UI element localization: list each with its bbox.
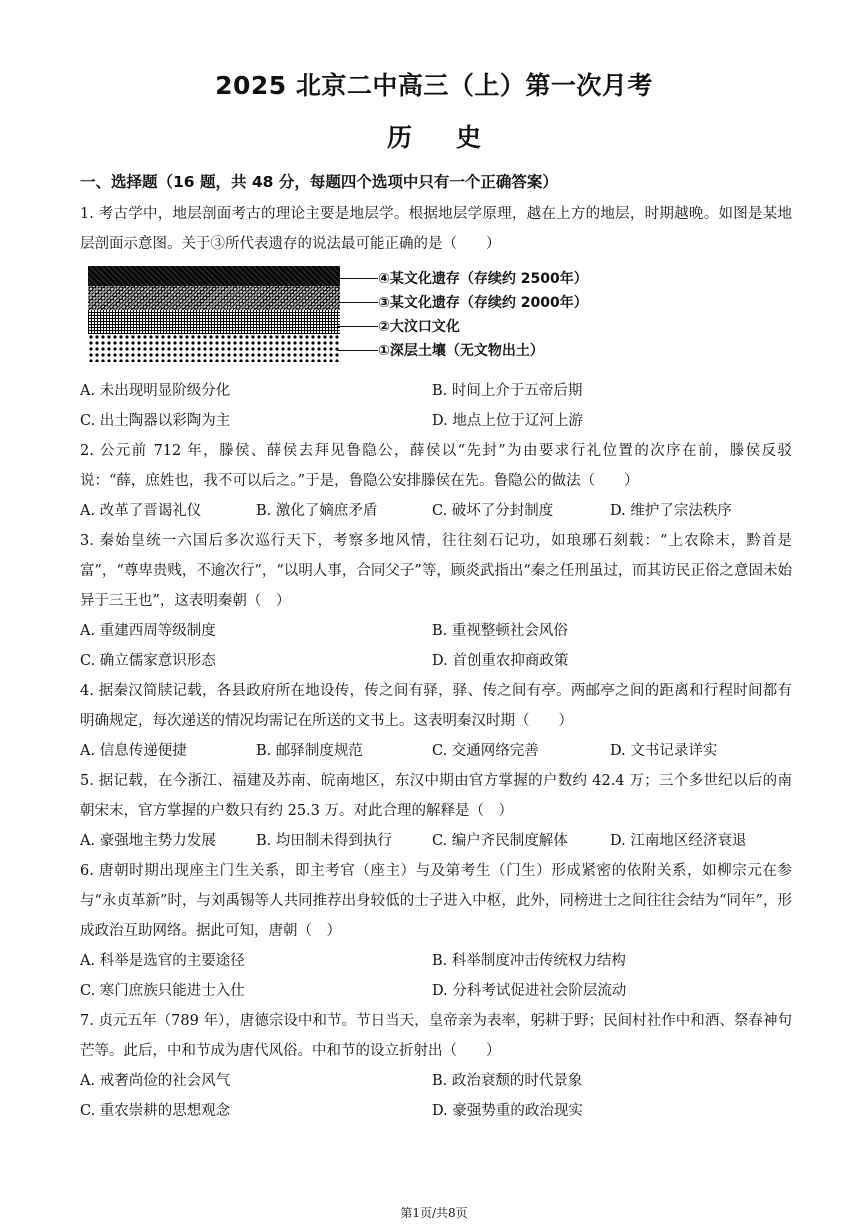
- page-number: 第1页/共8页: [400, 1206, 468, 1220]
- question-2-stem: 2. 公元前 712 年，滕侯、薛侯去拜见鲁隐公，薛侯以“先封”为由要求行礼位置的次序在前，滕侯反驳说：“薛，庶姓也，我不可以后之。”于是，鲁隐公安排滕侯在先。鲁隐公的做法（ ）: [80, 443, 792, 489]
- option-b: B. 科举制度冲击传统权力结构: [432, 953, 626, 969]
- option-a: A. 科举是选官的主要途径: [80, 953, 245, 969]
- option-b: B. 均田制未得到执行: [256, 833, 392, 849]
- stratum-label-4: ④某文化遗存（存续约 2500年）: [378, 271, 588, 287]
- option-d: D. 分科考试促进社会阶层流动: [432, 983, 627, 999]
- option-a: A. 改革了晋谒礼仪: [80, 503, 202, 519]
- option-c: C. 编户齐民制度解体: [432, 833, 568, 849]
- leader-line-4: [338, 278, 378, 279]
- stratum-layer-3: [88, 286, 340, 310]
- leader-line-3: [338, 302, 378, 303]
- option-d: D. 地点上位于辽河上游: [432, 413, 583, 429]
- option-b: B. 时间上介于五帝后期: [432, 383, 583, 399]
- option-c: C. 交通网络完善: [432, 743, 539, 759]
- stratum-label-3: ③某文化遗存（存续约 2000年）: [378, 295, 588, 311]
- option-d: D. 首创重农抑商政策: [432, 653, 569, 669]
- option-a: A. 豪强地主势力发展: [80, 833, 216, 849]
- option-b: B. 邮驿制度规范: [256, 743, 363, 759]
- option-b: B. 重视整顿社会风俗: [432, 623, 568, 639]
- page-title: 2025 北京二中高三（上）第一次月考: [215, 71, 653, 100]
- question-6-stem: 6. 唐朝时期出现座主门生关系，即主考官（座主）与及第考生（门生）形成紧密的依附关系，如柳宗元在参与“永贞革新”时，与刘禹锡等人共同推荐出身较低的士子进入中枢，此外，同榜进士之间往往会结为“同年”，形成政治互助网络。据此可知，唐朝（ ）: [80, 863, 792, 939]
- option-c: C. 出土陶器以彩陶为主: [80, 413, 231, 429]
- option-d: D. 江南地区经济衰退: [610, 833, 747, 849]
- option-d: D. 文书记录详实: [610, 743, 718, 759]
- option-a: A. 信息传递便捷: [80, 743, 187, 759]
- stratum-layer-2: [88, 310, 340, 334]
- question-1-stem: 1. 考古学中，地层剖面考古的理论主要是地层学。根据地层学原理，越在上方的地层，时期越晚。如图是某地层剖面示意图。关于③所代表遗存的说法最可能正确的是（ ）: [80, 206, 792, 252]
- stratum-label-2: ②大汶口文化: [378, 319, 460, 335]
- stratum-label-1: ①深层土壤（无文物出土）: [378, 343, 544, 359]
- question-3-stem: 3. 秦始皇统一六国后多次巡行天下，考察多地风情，往往刻石记功，如琅琊石刻载：“上农除末，黔首是富”，“尊卑贵贱，不逾次行”，“以明人事，合同父子”等，顾炎武指出“秦之任刑虽过，而其访民正俗之意固未始异于三王也”，这表明秦朝（ ）: [80, 533, 792, 609]
- option-b: B. 激化了嫡庶矛盾: [256, 503, 378, 519]
- option-a: A. 戒奢尚俭的社会风气: [80, 1073, 231, 1089]
- leader-line-1: [338, 350, 378, 351]
- question-4-stem: 4. 据秦汉简牍记载，各县政府所在地设传，传之间有驿，驿、传之间有亭。两邮亭之间的距离和行程时间都有明确规定，每次递送的情况均需记在所送的文书上。这表明秦汉时期（ ）: [80, 683, 792, 729]
- question-7-stem: 7. 贞元五年（789 年），唐德宗设中和节。节日当天，皇帝亲为表率，躬耕于野；民间村社作中和酒、祭春神句芒等。此后，中和节成为唐代风俗。中和节的设立折射出（ ）: [80, 1013, 792, 1059]
- subject-title: 历史: [386, 123, 525, 152]
- stratum-layer-1: [88, 334, 340, 362]
- leader-line-2: [338, 326, 378, 327]
- option-c: C. 破坏了分封制度: [432, 503, 554, 519]
- option-c: C. 重农崇耕的思想观念: [80, 1103, 231, 1119]
- stratum-layer-4: [88, 266, 340, 286]
- option-d: D. 豪强势重的政治现实: [432, 1103, 583, 1119]
- section-heading: 一、选择题（16 题，共 48 分，每题四个选项中只有一个正确答案）: [80, 173, 558, 191]
- option-c: C. 确立儒家意识形态: [80, 653, 216, 669]
- option-d: D. 维护了宗法秩序: [610, 503, 732, 519]
- question-5-stem: 5. 据记载，在今浙江、福建及苏南、皖南地区，东汉中期由官方掌握的户数约 42.4 万；三个多世纪以后的南朝宋末，官方掌握的户数只有约 25.3 万。对此合理的解释是（ ）: [80, 773, 792, 819]
- option-a: A. 未出现明显阶级分化: [80, 383, 231, 399]
- strata-figure: [88, 266, 608, 370]
- option-c: C. 寒门庶族只能进士入仕: [80, 983, 245, 999]
- option-b: B. 政治衰颓的时代景象: [432, 1073, 583, 1089]
- option-a: A. 重建西周等级制度: [80, 623, 216, 639]
